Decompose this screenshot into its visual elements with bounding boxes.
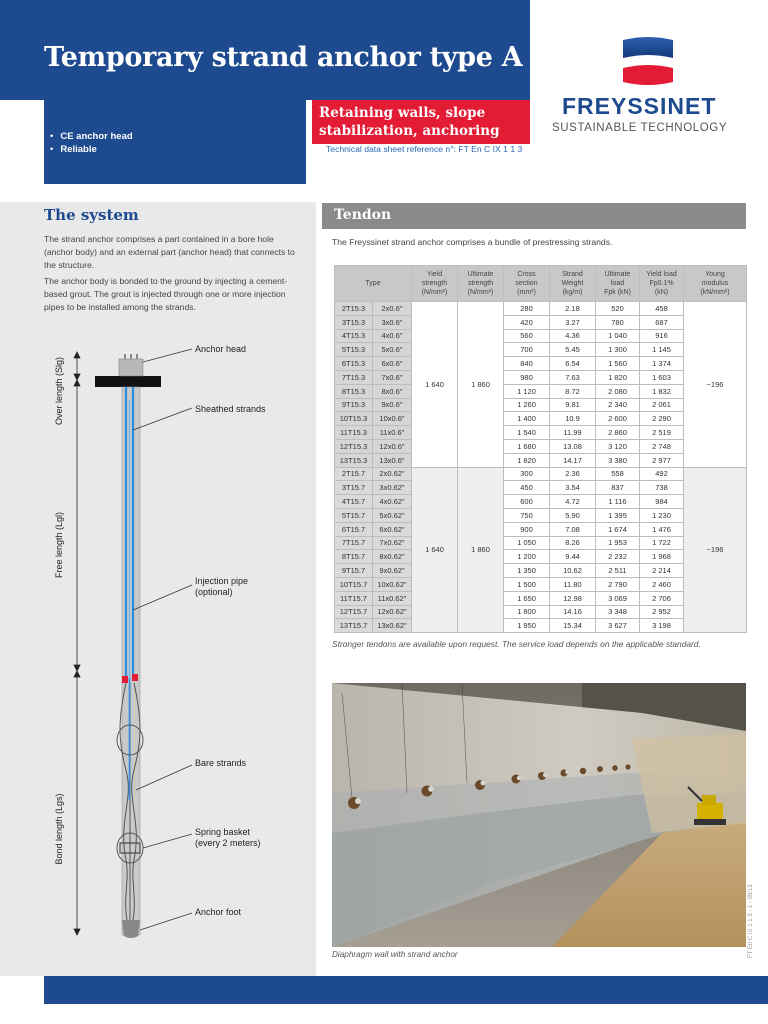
- table-cell: 2T15.3: [335, 302, 373, 316]
- table-cell: 980: [504, 370, 550, 384]
- table-cell: 4x0.62": [373, 495, 412, 509]
- table-cell: 3 069: [596, 591, 640, 605]
- table-cell: 10x0.6": [373, 412, 412, 426]
- table-cell: 1 145: [640, 343, 684, 357]
- table-cell: 2 952: [640, 605, 684, 619]
- table-cell: 2.18: [550, 302, 596, 316]
- table-cell: 4T15.7: [335, 495, 373, 509]
- table-cell: 8x0.62": [373, 550, 412, 564]
- table-cell: 2x0.6": [373, 302, 412, 316]
- table-cell: 1 374: [640, 357, 684, 371]
- table-cell: 11T15.7: [335, 591, 373, 605]
- table-cell: 3 120: [596, 439, 640, 453]
- table-cell: 12x0.6": [373, 439, 412, 453]
- table-cell: 2 519: [640, 426, 684, 440]
- table-cell: 7T15.7: [335, 536, 373, 550]
- col-header-line: strength: [421, 280, 448, 287]
- table-cell: 1 476: [640, 522, 684, 536]
- table-cell: 9T15.7: [335, 564, 373, 578]
- table-cell: 6x0.6": [373, 357, 412, 371]
- col-header-young-modulus: [684, 266, 747, 302]
- table-cell: 6T15.7: [335, 522, 373, 536]
- table-cell: 5x0.62": [373, 508, 412, 522]
- table-cell: 13x0.62": [373, 619, 412, 633]
- table-cell: 2 790: [596, 577, 640, 591]
- tendon-title: Tendon: [334, 207, 392, 223]
- table-cell: 10.9: [550, 412, 596, 426]
- table-cell: 8T15.3: [335, 384, 373, 398]
- col-header-strand-weight: [550, 266, 596, 302]
- table-cell: 3 380: [596, 453, 640, 467]
- table-cell: 700: [504, 343, 550, 357]
- table-cell: 12.98: [550, 591, 596, 605]
- col-header-yield-strength: [412, 266, 458, 302]
- reference-number: Technical data sheet reference n°: FT En C IX 1 1 3: [326, 144, 523, 154]
- label-bond-length: Bond length (Lgs): [54, 793, 64, 865]
- col-header-line: (mm²): [517, 289, 536, 296]
- table-cell: 2 340: [596, 398, 640, 412]
- col-header-line: load: [610, 280, 625, 287]
- table-cell: 2 290: [640, 412, 684, 426]
- applications-line: Retaining walls, slope: [319, 105, 486, 121]
- table-cell: 11.99: [550, 426, 596, 440]
- table-cell: 3.27: [550, 315, 596, 329]
- col-header-ultimate-strength: [458, 266, 504, 302]
- logo-wordmark: FREYSSINET: [562, 93, 717, 119]
- table-cell: 5T15.3: [335, 343, 373, 357]
- table-cell: 4x0.6": [373, 329, 412, 343]
- table-cell: 8.26: [550, 536, 596, 550]
- table-cell: 1 120: [504, 384, 550, 398]
- table-cell: 1 680: [504, 439, 550, 453]
- table-cell: 1 860: [458, 302, 504, 468]
- label-spring-basket: [195, 827, 261, 849]
- table-cell: 13T15.3: [335, 453, 373, 467]
- col-header-line: Cross: [517, 271, 536, 278]
- table-cell: 2 706: [640, 591, 684, 605]
- table-cell: 840: [504, 357, 550, 371]
- table-cell: 7T15.3: [335, 370, 373, 384]
- table-cell: 4T15.3: [335, 329, 373, 343]
- table-cell: 3 627: [596, 619, 640, 633]
- table-cell: 2 061: [640, 398, 684, 412]
- system-paragraph: The anchor body is bonded to the ground by injecting a cement-based grout. The grout is injected through one or more injection pipes to be installed among the strands.: [44, 276, 288, 312]
- table-cell: 2.36: [550, 467, 596, 481]
- anchor-diagram: [44, 340, 316, 940]
- table-cell: 1 820: [504, 453, 550, 467]
- table-cell: 3T15.7: [335, 481, 373, 495]
- table-cell: 1 800: [504, 605, 550, 619]
- table-cell: 8x0.6": [373, 384, 412, 398]
- table-cell: 13.08: [550, 439, 596, 453]
- table-cell: 8.72: [550, 384, 596, 398]
- table-cell: 9.44: [550, 550, 596, 564]
- col-header-ultimate-load: [596, 266, 640, 302]
- label-injection-pipe-line: Injection pipe: [195, 576, 249, 586]
- feature-item: • CE anchor head: [50, 130, 133, 143]
- table-cell: 8T15.7: [335, 550, 373, 564]
- col-header-line: modulus: [701, 280, 729, 287]
- col-header-line: Ultimate: [604, 271, 631, 278]
- table-cell: ~196: [684, 302, 747, 468]
- table-cell: 520: [596, 302, 640, 316]
- label-injection-pipe-line: (optional): [195, 587, 233, 597]
- table-cell: 280: [504, 302, 550, 316]
- table-cell: 1 260: [504, 398, 550, 412]
- label-free-length: Free length (Lgl): [54, 511, 64, 579]
- table-cell: 1 350: [504, 564, 550, 578]
- table-cell: 13T15.7: [335, 619, 373, 633]
- table-cell: 1 640: [412, 467, 458, 633]
- table-cell: 300: [504, 467, 550, 481]
- table-cell: 1 650: [504, 591, 550, 605]
- table-cell: 7x0.62": [373, 536, 412, 550]
- table-cell: 1 640: [412, 302, 458, 468]
- table-cell: 1 603: [640, 370, 684, 384]
- col-header-line: (kg/m): [562, 289, 583, 296]
- document-code: FT En C IX 1 1 3 - 1 - 09/13: [748, 884, 754, 958]
- table-cell: 11.80: [550, 577, 596, 591]
- tendon-intro: The Freyssinet strand anchor comprises a bundle of prestressing strands.: [332, 237, 613, 247]
- table-cell: 6.54: [550, 357, 596, 371]
- table-cell: 14.17: [550, 453, 596, 467]
- table-cell: 600: [504, 495, 550, 509]
- tendon-note: Stronger tendons are available upon request. The service load depends on the applicable standard.: [332, 639, 701, 649]
- tendon-table: [334, 265, 747, 633]
- table-cell: 2 511: [596, 564, 640, 578]
- table-cell: 13x0.6": [373, 453, 412, 467]
- anchor-diagram-drawing: [44, 340, 316, 940]
- table-cell: 1 832: [640, 384, 684, 398]
- table-cell: 558: [596, 467, 640, 481]
- table-cell: 12T15.3: [335, 439, 373, 453]
- freyssinet-logo-icon: [619, 36, 677, 90]
- col-header-line: Fp0.1%: [649, 280, 674, 287]
- page-title: Temporary strand anchor type A: [44, 42, 523, 73]
- label-injection-pipe: [195, 576, 248, 598]
- table-cell: 9T15.3: [335, 398, 373, 412]
- col-header-line: Weight: [561, 280, 584, 287]
- col-header-type: Type: [335, 266, 412, 302]
- table-cell: 738: [640, 481, 684, 495]
- table-cell: 10.62: [550, 564, 596, 578]
- col-header-line: Yield load: [646, 271, 677, 278]
- col-header-line: Yield: [426, 271, 443, 278]
- table-cell: 1 395: [596, 508, 640, 522]
- table-cell: 492: [640, 467, 684, 481]
- table-cell: 2x0.62": [373, 467, 412, 481]
- col-header-line: Young: [705, 271, 725, 278]
- table-cell: 1 230: [640, 508, 684, 522]
- label-bare-strands: Bare strands: [195, 758, 247, 768]
- table-cell: 2 460: [640, 577, 684, 591]
- table-cell: ~196: [684, 467, 747, 633]
- col-header-line: (kN/mm²): [700, 289, 730, 296]
- table-header-row: [335, 266, 747, 302]
- table-cell: 2T15.7: [335, 467, 373, 481]
- label-sheathed-strands: Sheathed strands: [195, 404, 266, 414]
- table-cell: 900: [504, 522, 550, 536]
- feature-list: [50, 130, 133, 156]
- label-anchor-foot: Anchor foot: [195, 907, 242, 917]
- table-cell: 1 722: [640, 536, 684, 550]
- system-paragraph: The strand anchor comprises a part contained in a bore hole (anchor body) and an external part (anchor head) that connects to the structure.: [44, 234, 295, 270]
- table-cell: 2 080: [596, 384, 640, 398]
- feature-item: • Reliable: [50, 143, 133, 156]
- col-header-line: (N/mm²): [467, 289, 494, 296]
- table-cell: 5T15.7: [335, 508, 373, 522]
- table-cell: 5x0.6": [373, 343, 412, 357]
- table-cell: 3T15.3: [335, 315, 373, 329]
- logo-tagline: SUSTAINABLE TECHNOLOGY: [552, 122, 728, 134]
- table-cell: 837: [596, 481, 640, 495]
- label-over-length: Over length (Slg): [54, 356, 64, 426]
- col-header-line: strength: [467, 280, 494, 287]
- col-header-cross-section: [504, 266, 550, 302]
- table-cell: 1 674: [596, 522, 640, 536]
- table-cell: 420: [504, 315, 550, 329]
- table-cell: 984: [640, 495, 684, 509]
- col-header-line: Strand: [562, 271, 583, 278]
- table-cell: 7.08: [550, 522, 596, 536]
- table-cell: 10T15.3: [335, 412, 373, 426]
- table-cell: 9.81: [550, 398, 596, 412]
- table-cell: 7.63: [550, 370, 596, 384]
- table-cell: 6x0.62": [373, 522, 412, 536]
- col-header-line: section: [515, 280, 538, 287]
- table-cell: 10x0.62": [373, 577, 412, 591]
- applications-box: [312, 100, 530, 144]
- table-cell: 1 400: [504, 412, 550, 426]
- table-cell: 9x0.6": [373, 398, 412, 412]
- col-header-line: (N/mm²): [421, 289, 448, 296]
- table-row: [335, 467, 747, 481]
- tendon-header: [322, 203, 746, 229]
- table-cell: 687: [640, 315, 684, 329]
- tendon-table-body: [335, 302, 747, 633]
- col-header-yield-load: [640, 266, 684, 302]
- col-header-line: Ultimate: [467, 271, 494, 278]
- table-cell: 916: [640, 329, 684, 343]
- table-cell: 2 214: [640, 564, 684, 578]
- table-cell: 1 200: [504, 550, 550, 564]
- table-cell: 5.90: [550, 508, 596, 522]
- table-cell: 1 820: [596, 370, 640, 384]
- table-cell: 1 040: [596, 329, 640, 343]
- system-title: The system: [44, 206, 139, 224]
- table-cell: 1 860: [458, 467, 504, 633]
- applications-line: stabilization, anchoring: [319, 123, 500, 139]
- table-cell: 9x0.62": [373, 564, 412, 578]
- col-header-line: Fpk (kN): [604, 289, 631, 296]
- table-cell: 10T15.7: [335, 577, 373, 591]
- label-spring-basket-line: (every 2 meters): [195, 838, 261, 848]
- table-cell: 4.72: [550, 495, 596, 509]
- table-cell: 11x0.6": [373, 426, 412, 440]
- table-cell: 12x0.62": [373, 605, 412, 619]
- table-cell: 1 560: [596, 357, 640, 371]
- table-cell: 560: [504, 329, 550, 343]
- table-cell: 1 116: [596, 495, 640, 509]
- table-cell: 6T15.3: [335, 357, 373, 371]
- feature-box: [44, 100, 306, 184]
- table-cell: 1 968: [640, 550, 684, 564]
- table-cell: 5.45: [550, 343, 596, 357]
- table-cell: 1 540: [504, 426, 550, 440]
- photo-caption: Diaphragm wall with strand anchor: [332, 950, 458, 959]
- table-cell: 15.34: [550, 619, 596, 633]
- table-cell: 11T15.3: [335, 426, 373, 440]
- label-anchor-head: Anchor head: [195, 344, 247, 354]
- table-cell: 458: [640, 302, 684, 316]
- table-cell: 7x0.6": [373, 370, 412, 384]
- table-cell: 1 500: [504, 577, 550, 591]
- table-cell: 2 232: [596, 550, 640, 564]
- table-cell: 1 050: [504, 536, 550, 550]
- table-cell: 3x0.62": [373, 481, 412, 495]
- table-cell: 3 198: [640, 619, 684, 633]
- table-cell: 3.54: [550, 481, 596, 495]
- footer-band: [44, 976, 768, 1004]
- diaphragm-wall-photo: [332, 683, 746, 947]
- applications-text: [319, 104, 500, 140]
- table-cell: 12T15.7: [335, 605, 373, 619]
- table-cell: 14.16: [550, 605, 596, 619]
- table-cell: 1 953: [596, 536, 640, 550]
- label-spring-basket-line: Spring basket: [195, 827, 251, 837]
- col-header-line: (kN): [654, 289, 669, 296]
- table-cell: 11x0.62": [373, 591, 412, 605]
- table-cell: 2 860: [596, 426, 640, 440]
- table-cell: 3x0.6": [373, 315, 412, 329]
- table-cell: 3 348: [596, 605, 640, 619]
- table-cell: 750: [504, 508, 550, 522]
- table-row: [335, 302, 747, 316]
- table-cell: 2 600: [596, 412, 640, 426]
- table-cell: 450: [504, 481, 550, 495]
- table-cell: 4.36: [550, 329, 596, 343]
- system-description: [44, 233, 300, 317]
- table-cell: 1 950: [504, 619, 550, 633]
- table-cell: 2 748: [640, 439, 684, 453]
- table-cell: 1 300: [596, 343, 640, 357]
- table-cell: 780: [596, 315, 640, 329]
- table-cell: 2 977: [640, 453, 684, 467]
